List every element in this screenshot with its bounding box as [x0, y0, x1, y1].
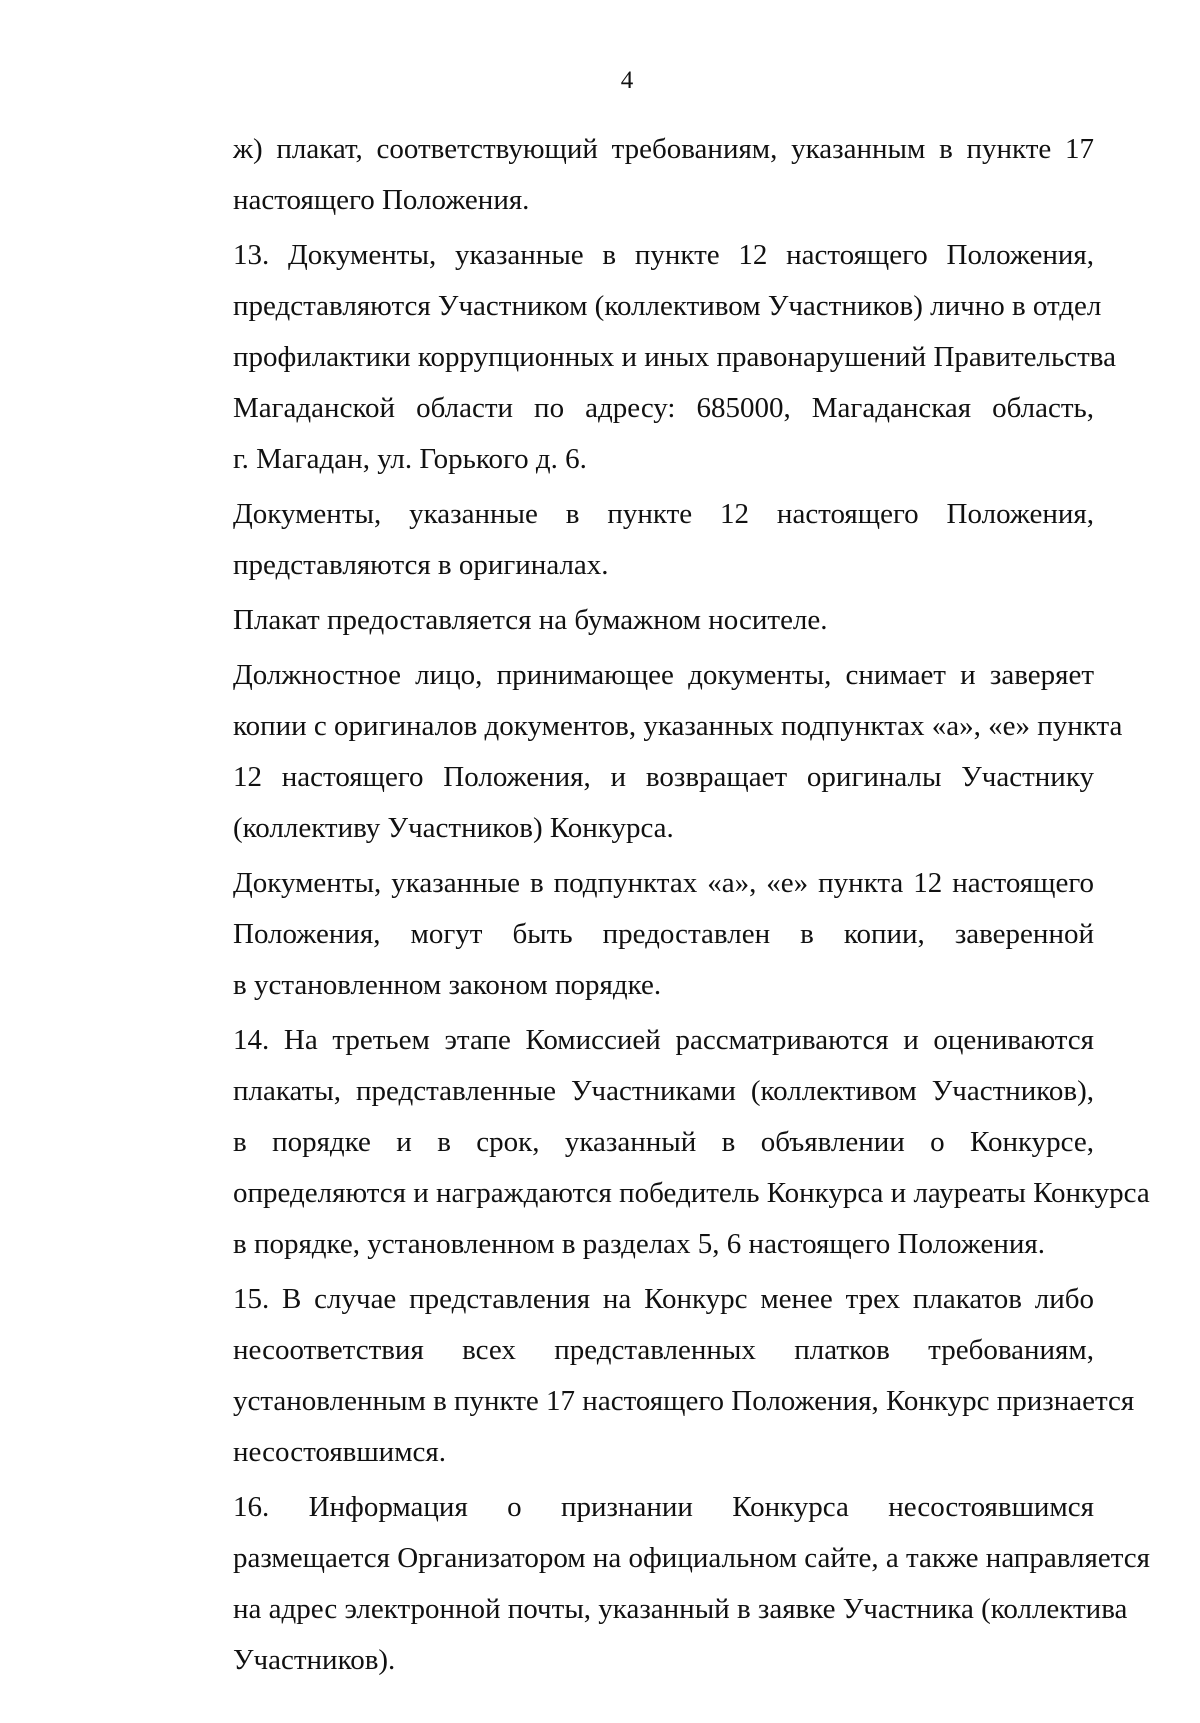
text-line: в порядке, установленном в разделах 5, 6 настоящего Положения.	[233, 1228, 1045, 1260]
text-line: плакаты, представленные Участниками (коллективом Участников),	[233, 1075, 1094, 1107]
paragraph-14	[159, 1015, 1150, 1270]
text-line: г. Магадан, ул. Горького д. 6.	[233, 443, 587, 475]
text-line: несостоявшимся.	[233, 1436, 447, 1468]
text-line: размещается Организатором на официальном сайте, а также направляется	[233, 1542, 1150, 1574]
text-line: представляются Участником (коллективом Участников) лично в отдел	[233, 290, 1102, 322]
paragraph-copies	[159, 858, 1094, 1011]
text-line: Плакат предоставляется на бумажном носителе.	[233, 604, 828, 636]
paragraph-item-zh	[159, 124, 1094, 226]
paragraph-16	[159, 1482, 1150, 1686]
text-line: установленным в пункте 17 настоящего Положения, Конкурс признается	[233, 1385, 1135, 1417]
text-line: 12 настоящего Положения, и возвращает оригиналы Участнику	[233, 761, 1094, 793]
text-line: определяются и награждаются победитель Конкурса и лауреаты Конкурса	[233, 1177, 1150, 1209]
text-line: Документы, указанные в подпунктах «а», «е» пункта 12 настоящего	[233, 867, 1094, 899]
text-line: в установленном законом порядке.	[233, 969, 662, 1001]
document-body	[159, 124, 1150, 1690]
text-line: в порядке и в срок, указанный в объявлении о Конкурсе,	[233, 1126, 1094, 1158]
text-line: Должностное лицо, принимающее документы, снимает и заверяет	[233, 659, 1094, 691]
paragraph-15	[159, 1274, 1135, 1478]
paragraph-originals	[159, 489, 1094, 591]
paragraph-13	[159, 230, 1116, 485]
text-line: представляются в оригиналах.	[233, 549, 609, 581]
text-line: несоответствия всех представленных платков требованиям,	[233, 1334, 1094, 1366]
text-line: настоящего Положения.	[233, 184, 530, 216]
text-line: 15. В случае представления на Конкурс менее трех плакатов либо	[233, 1283, 1094, 1315]
text-line: на адрес электронной почты, указанный в заявке Участника (коллектива	[233, 1593, 1128, 1625]
text-line: Документы, указанные в пункте 12 настоящего Положения,	[233, 498, 1094, 530]
text-line: Положения, могут быть предоставлен в копии, заверенной	[233, 918, 1094, 950]
text-line: (коллективу Участников) Конкурса.	[233, 812, 674, 844]
paragraph-official	[159, 650, 1123, 854]
text-line: 13. Документы, указанные в пункте 12 настоящего Положения,	[233, 239, 1094, 271]
paragraph-poster-paper	[159, 595, 1094, 646]
text-line: Участников).	[233, 1644, 396, 1676]
text-line: Магаданской области по адресу: 685000, Магаданская область,	[233, 392, 1094, 424]
text-line: 16. Информация о признании Конкурса несостоявшимся	[233, 1491, 1094, 1523]
text-line: 14. На третьем этапе Комиссией рассматриваются и оцениваются	[233, 1024, 1094, 1056]
text-line: копии с оригиналов документов, указанных подпунктах «а», «е» пункта	[233, 710, 1123, 742]
text-line: ж) плакат, соответствующий требованиям, указанным в пункте 17	[233, 133, 1094, 165]
page-number: 4	[620, 67, 634, 94]
text-line: профилактики коррупционных и иных правонарушений Правительства	[233, 341, 1116, 373]
